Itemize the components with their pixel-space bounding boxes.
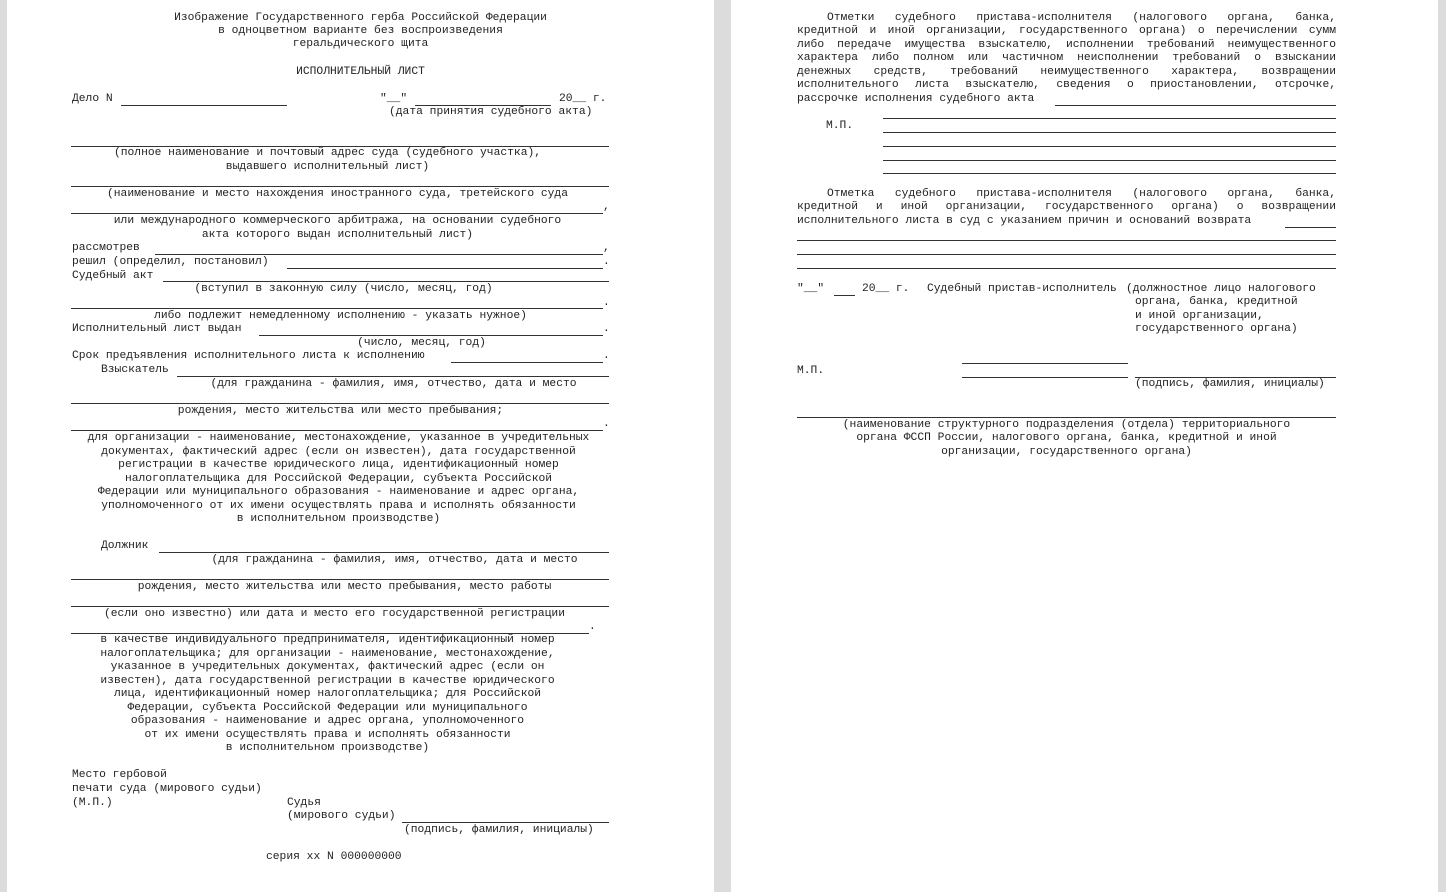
marks-field-5[interactable] — [883, 173, 1336, 174]
period: . — [603, 350, 610, 362]
seal-label-1: Место гербовой — [72, 769, 167, 781]
claimant-caption-2: рождения, место жительства или место пребывания; — [177, 405, 504, 417]
official-caption-1: (должностное лицо налогового — [1126, 283, 1316, 295]
marks-line-5: денежных средств, требований неимущественного характера, возвращении — [797, 66, 1336, 78]
debtor-label: Должник — [101, 540, 149, 552]
debtor-caption-3: (если оно известно) или дата и место его государственной регистрации — [104, 608, 565, 620]
return-field-3[interactable] — [797, 268, 1336, 269]
signature-caption: (подпись, фамилия, инициалы) — [404, 824, 594, 836]
period: . — [603, 418, 610, 430]
foreign-caption-1: (наименование и место нахождения иностранного суда, третейского суда — [107, 188, 568, 200]
unit-caption-1: (наименование структурного подразделения (отдела) территориального — [842, 419, 1291, 431]
claimant-org-caption-4: налогоплательщика для Российской Федерации, субъекта Российской — [124, 473, 553, 485]
claimant-org-caption-7: в исполнительном производстве) — [236, 513, 441, 525]
debtor-org-caption-2: налогоплательщика; для организации - наименование, местонахождение, — [100, 648, 555, 660]
debtor-org-caption-9: в исполнительном производстве) — [225, 742, 430, 754]
debtor-org-caption-1: в качестве индивидуального предпринимателя, идентификационный номер — [100, 634, 555, 646]
return-line-1: Отметка судебного пристава-исполнителя (налогового органа, банка, — [827, 188, 1336, 200]
issued-line[interactable] — [259, 335, 603, 336]
period: . — [603, 323, 610, 335]
claimant-line-2[interactable] — [71, 403, 609, 404]
header-line-3: геральдического щита — [292, 38, 429, 50]
document-title: ИСПОЛНИТЕЛЬНЫЙ ЛИСТ — [296, 66, 425, 78]
debtor-org-caption-5: лица, идентификационный номер налогоплательщика; для Российской — [113, 688, 542, 700]
decided-line[interactable] — [287, 268, 603, 269]
foreign-caption-2: или международного коммерческого арбитража, на основании судебного — [113, 215, 562, 227]
claimant-org-caption-5: Федерации или муниципального образования - наименование и адрес органа, — [97, 486, 580, 498]
bailiff-date-month-line[interactable] — [834, 295, 855, 296]
date-day: "__" — [380, 93, 408, 105]
bailiff-label: Судебный пристав-исполнитель — [927, 283, 1117, 295]
official-caption-3: и иной организации, — [1135, 310, 1264, 322]
marks-line-1: Отметки судебного пристава-исполнителя (налогового органа, банка, — [827, 12, 1336, 24]
official-caption-4: государственного органа) — [1135, 323, 1298, 335]
comma: , — [603, 201, 610, 213]
bailiff-date-year: 20__ г. — [862, 283, 910, 295]
debtor-org-caption-8: от их имени осуществлять права и исполнять обязанности — [144, 729, 511, 741]
judge-label-1: Судья — [287, 797, 321, 809]
period: . — [603, 256, 610, 268]
judge-signature-line[interactable] — [402, 822, 609, 823]
marks-line[interactable] — [1055, 105, 1336, 106]
period: . — [603, 297, 610, 309]
return-line-3: исполнительного листа в суд с указанием причин и оснований возврата — [797, 215, 1252, 227]
unit-line[interactable] — [797, 417, 1336, 418]
immediate-caption: либо подлежит немедленному исполнению - указать нужное) — [154, 310, 527, 322]
marks-line-4: характера либо полном или частичном неисполнении требований о взыскании — [797, 52, 1336, 64]
claimant-org-caption-6: уполномоченного от их имени осуществлять права и исполнять обязанности — [101, 500, 576, 512]
claimant-org-caption-3: регистрации в качестве юридического лица, идентификационный номер — [118, 459, 559, 471]
debtor-org-caption-7: образования - наименование и адрес органа, уполномоченного — [130, 715, 525, 727]
seal-label-3: (М.П.) — [72, 797, 113, 809]
issued-caption: (число, месяц, год) — [357, 337, 486, 349]
marks-line-6: исполнительного листа взыскателю, сведения о приостановлении, отсрочке, — [797, 79, 1336, 91]
marks-line-7: рассрочке исполнения судебного акта — [797, 93, 1035, 105]
debtor-caption-1: (для гражданина - фамилия, имя, отчество, дата и место — [211, 554, 578, 566]
debtor-line-3[interactable] — [71, 606, 609, 607]
period: . — [589, 621, 596, 633]
term-line[interactable] — [451, 362, 603, 363]
header-line-1: Изображение Государственного герба Российской Федерации — [174, 12, 547, 24]
marks-field-1[interactable] — [883, 118, 1336, 119]
act-label: Судебный акт — [72, 270, 154, 282]
court-caption-2: выдавшего исполнительный лист) — [225, 161, 430, 173]
debtor-line[interactable] — [159, 552, 609, 553]
act-line-2[interactable] — [71, 308, 603, 309]
stamp-label-2: М.П. — [797, 365, 825, 377]
case-number-line[interactable] — [121, 105, 287, 106]
marks-line-2: кредитной и иной организации, государственного органа) о перечислении сумм — [797, 25, 1336, 37]
claimant-line-3[interactable] — [71, 430, 603, 431]
official-caption-2: органа, банка, кредитной — [1135, 296, 1298, 308]
claimant-org-caption-1: для организации - наименование, местонахождение, указанное в учредительных — [87, 432, 590, 444]
claimant-org-caption-2: документах, фактический адрес (если он известен), дата государственной — [101, 446, 576, 458]
claimant-caption-1: (для гражданина - фамилия, имя, отчество, дата и место — [210, 378, 577, 390]
header-line-2: в одноцветном варианте без воспроизведения — [218, 25, 503, 37]
comma: , — [603, 242, 610, 254]
date-year: 20__ г. — [559, 93, 607, 105]
claimant-line[interactable] — [177, 376, 609, 377]
debtor-org-caption-4: известен), дата государственной регистрации в качестве юридического — [100, 675, 555, 687]
bailiff-date-day: "__" — [797, 283, 825, 295]
return-field-1[interactable] — [797, 240, 1336, 241]
series-number: серия xx N 000000000 — [266, 851, 402, 863]
issued-label: Исполнительный лист выдан — [72, 323, 242, 335]
debtor-org-caption-6: Федерации, субъекта Российской Федерации или муниципального — [127, 702, 528, 714]
judge-label-2: (мирового судьи) — [287, 810, 396, 822]
foreign-court-line[interactable] — [71, 186, 609, 187]
court-caption-1: (полное наименование и почтовый адрес суда (судебного участка), — [113, 147, 542, 159]
debtor-caption-2: рождения, место жительства или место пребывания, место работы — [137, 581, 552, 593]
return-line-2: кредитной и иной организации, государственного органа) о возвращении — [797, 201, 1336, 213]
bailiff-signature-line-2[interactable] — [962, 377, 1128, 378]
marks-line-3: либо передаче имущества взыскателю, исполнении требований неимущественного — [797, 39, 1336, 51]
bailiff-signature-line[interactable] — [962, 363, 1128, 364]
unit-caption-3: организации, государственного органа) — [941, 446, 1192, 458]
foreign-court-line-2[interactable] — [71, 213, 603, 214]
act-caption: (вступил в законную силу (число, месяц, год) — [194, 283, 493, 295]
marks-field-4[interactable] — [883, 160, 1336, 161]
foreign-caption-3: акта которого выдан исполнительный лист) — [201, 229, 474, 241]
marks-field-2[interactable] — [883, 132, 1336, 133]
term-label: Срок предъявления исполнительного листа к исполнению — [72, 350, 425, 362]
marks-field-3[interactable] — [883, 146, 1336, 147]
seal-label-2: печати суда (мирового судьи) — [72, 783, 262, 795]
stamp-label: М.П. — [826, 120, 854, 132]
decided-label: решил (определил, постановил) — [72, 256, 269, 268]
unit-caption-2: органа ФССП России, налогового органа, банка, кредитной и иной — [856, 432, 1277, 444]
debtor-line-2[interactable] — [71, 579, 609, 580]
considered-label: рассмотрев — [72, 242, 140, 254]
right-page — [731, 0, 1438, 892]
claimant-label: Взыскатель — [101, 364, 169, 376]
case-label: Дело N — [72, 93, 113, 105]
return-line-end[interactable] — [1285, 227, 1336, 228]
left-page — [7, 0, 714, 892]
act-line[interactable] — [163, 281, 609, 282]
considered-line[interactable] — [155, 254, 603, 255]
debtor-org-caption-3: указанное в учредительных документах, фактический адрес (если он — [110, 661, 545, 673]
return-field-2[interactable] — [797, 254, 1336, 255]
date-caption: (дата принятия судебного акта) — [389, 106, 593, 118]
bailiff-signature-caption: (подпись, фамилия, инициалы) — [1135, 378, 1325, 390]
